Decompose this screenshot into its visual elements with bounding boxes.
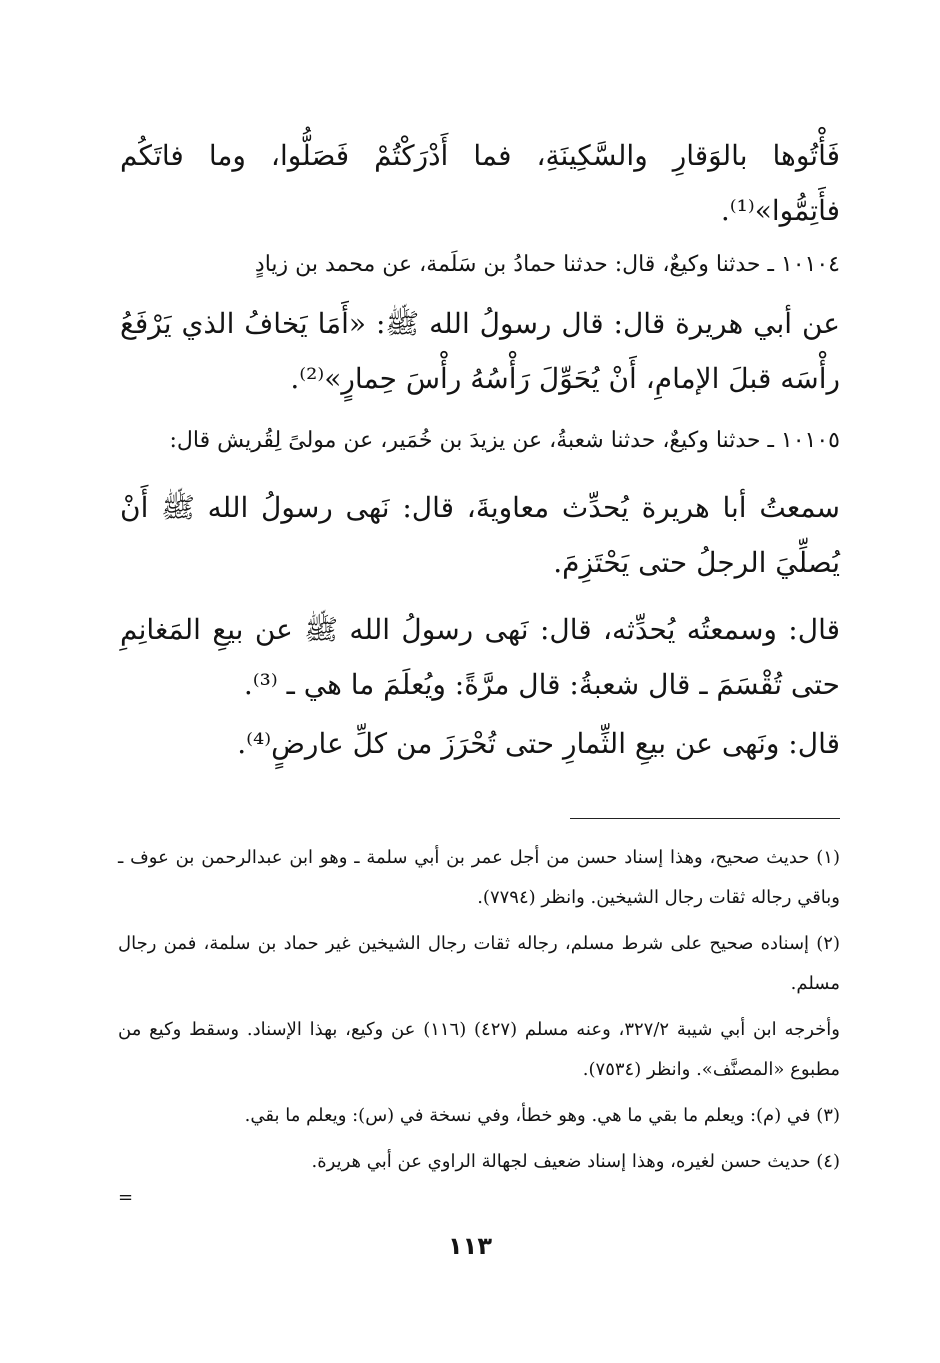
hadith-10105-part-3: قال: ونَهى عن بيعِ الثِّمارِ حتى تُحْرَزَ من كلِّ عارضٍ⁽⁴⁾.: [237, 727, 840, 760]
hadith-10105-part-1: سمعتُ أبا هريرة يُحدِّث معاويةَ، قال: نَهى رسولُ الله ﷺ أَنْ يُصلِّيَ الرجلُ حتى يَحْتَزِمَ.: [120, 491, 840, 579]
footnote-continuation-mark: =: [118, 1187, 134, 1208]
hadith-10104-text: عن أبي هريرة قال: قال رسولُ الله ﷺ: «أَمَا يَخافُ الذي يَرْفَعُ رأْسَه قبلَ الإمامِ، أَنْ يُحَوِّلَ رَأْسُهُ رأْسَ حِمارٍ»⁽²⁾.: [120, 307, 840, 395]
footnotes: [118, 838, 840, 1188]
footnote-1: (١) حديث صحيح، وهذا إسناد حسن من أجل عمر بن أبي سلمة ـ وهو ابن عبدالرحمن بن عوف ـ وباقي رجاله ثقات رجال الشيخين. وانظر (٧٧٩٤).: [118, 847, 840, 908]
main-text: [120, 128, 840, 771]
footnote-2-continued: وأخرجه ابن أبي شيبة ٣٢٧/٢، وعنه مسلم (٤٢٧) (١١٦) عن وكيع، بهذا الإسناد. وسقط وكيع من مطبوع «المصنَّف». وانظر (٧٥٣٤).: [118, 1019, 840, 1080]
footnote-3: (٣) في (م): ويعلم ما بقي ما هي. وهو خطأ، وفي نسخة في (س): ويعلم ما بقي.: [244, 1105, 840, 1126]
isnad-10105: ١٠١٠٥ ـ حدثنا وكيعٌ، حدثنا شعبةُ، عن يزيدَ بن خُمَير، عن مولىً لِقُريش قال:: [169, 428, 840, 453]
isnad-10104: ١٠١٠٤ ـ حدثنا وكيعٌ، قال: حدثنا حمادُ بن سَلَمة، عن محمد بن زيادٍ: [254, 252, 840, 277]
hadith-10105-part-2: قال: وسمعتُه يُحدِّثه، قال: نَهى رسولُ الله ﷺ عن بيعِ المَغانِمِ حتى تُقْسَمَ ـ قال شعبةُ: قال مرَّةً: ويُعلَمَ ما هي ـ ⁽³⁾.: [120, 613, 840, 701]
footnote-separator: [570, 818, 840, 819]
hadith-1-ending: فَأْتُوها بالوَقارِ والسَّكِينَةِ، فما أَدْرَكْتُمْ فَصَلُّوا، وما فاتَكُم فأَتِمُّوا»⁽¹⁾.: [120, 139, 840, 227]
footnote-4: (٤) حديث حسن لغيره، وهذا إسناد ضعيف لجهالة الراوي عن أبي هريرة.: [311, 1151, 840, 1172]
footnote-2: (٢) إسناده صحيح على شرط مسلم، رجاله ثقات رجال الشيخين غير حماد بن سلمة، فمن رجال مسلم.: [118, 933, 840, 994]
page-number: ١١٣: [448, 1232, 492, 1260]
